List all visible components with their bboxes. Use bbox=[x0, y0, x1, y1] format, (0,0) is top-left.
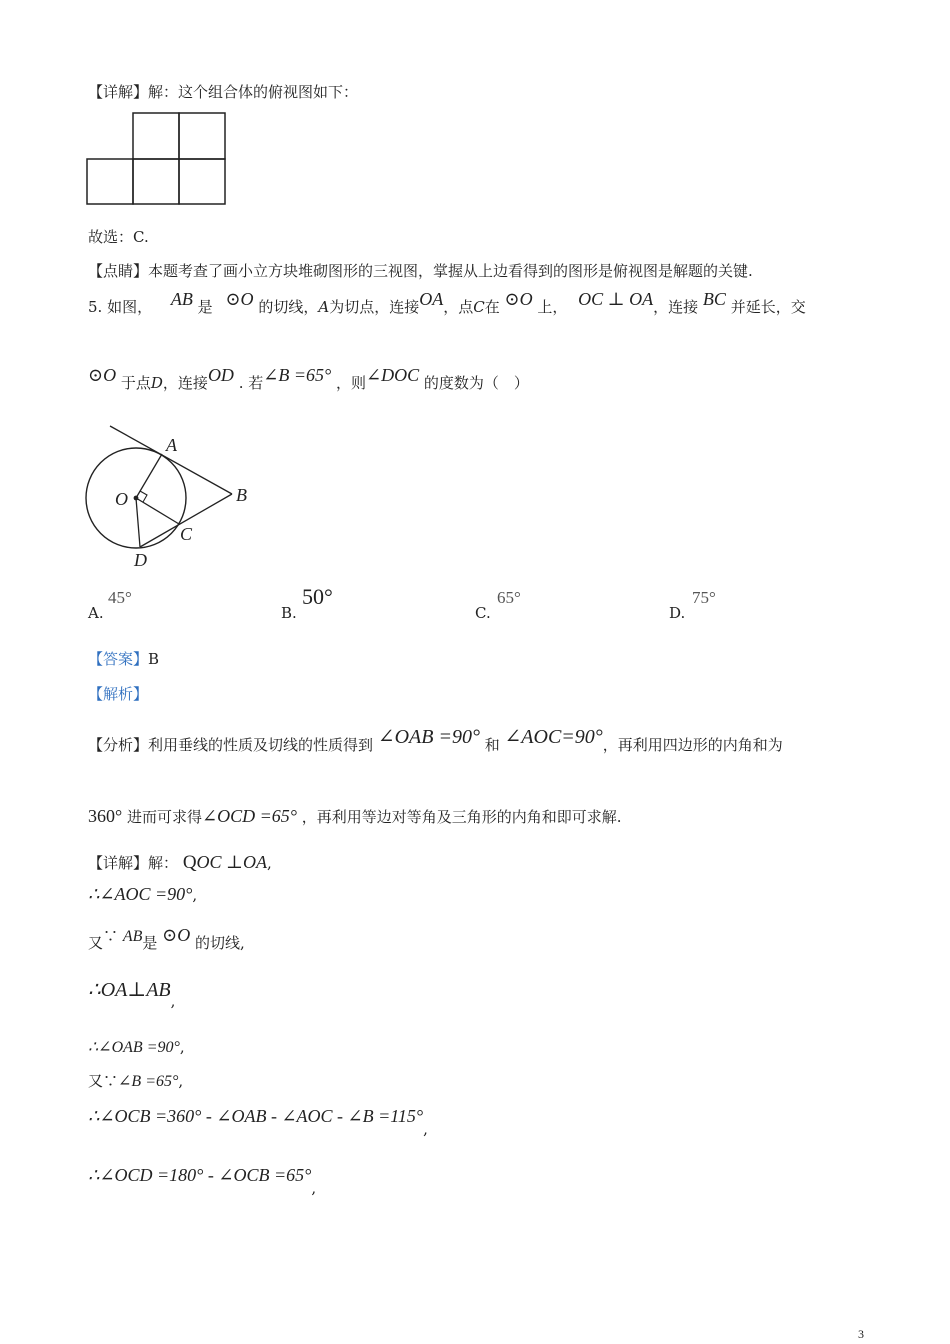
option-a-letter: A. bbox=[88, 604, 104, 622]
analysis-line-2 bbox=[88, 806, 622, 828]
detail2-line-1 bbox=[88, 852, 272, 875]
top-view-cell bbox=[87, 159, 133, 204]
q-on: 在 bbox=[484, 298, 500, 316]
label-b: B bbox=[236, 485, 247, 505]
math-ab: AB bbox=[170, 289, 193, 309]
detail2-text: 解： bbox=[148, 854, 179, 872]
detail2-line-8 bbox=[88, 1165, 317, 1197]
q-point: 为切点，连接 bbox=[329, 298, 420, 316]
analysis-label-2: 【分析】 bbox=[88, 736, 149, 754]
question-num: 5. 如图， bbox=[88, 298, 153, 316]
s7-end: , bbox=[423, 1120, 428, 1138]
analysis-label: 【解析】 bbox=[88, 685, 149, 703]
math-circle-o-3: ⊙O bbox=[88, 365, 117, 385]
segment-oc bbox=[136, 498, 179, 524]
s3-is: 是 bbox=[142, 934, 158, 952]
s3-pre: 又 bbox=[88, 934, 104, 952]
q-a: A bbox=[318, 298, 330, 316]
question-line-1 bbox=[88, 289, 806, 318]
s8-end: , bbox=[311, 1179, 317, 1197]
q-at-d: 于点 bbox=[120, 374, 151, 392]
math-360: 360° bbox=[88, 806, 123, 826]
detail1-line bbox=[88, 83, 358, 101]
detail1-text: 解：这个组合体的俯视图如下： bbox=[148, 83, 359, 101]
s2-end: , bbox=[192, 886, 198, 904]
option-d-letter: D. bbox=[669, 604, 686, 622]
analysis-text-2: ，再利用四边形的内角和为 bbox=[602, 736, 783, 754]
page-number: 3 bbox=[858, 1327, 864, 1341]
math-oa: OA bbox=[419, 289, 444, 309]
label-o: O bbox=[115, 489, 128, 509]
answer-value: B bbox=[148, 650, 160, 668]
detail2-line-2 bbox=[88, 884, 197, 906]
q-connect: ，连接 bbox=[653, 298, 699, 316]
math-s3-ab: AB bbox=[122, 928, 143, 945]
analysis-text-4: ，再利用等边对等角及三角形的内角和即可求解. bbox=[301, 808, 622, 826]
math-s1: OC ⊥OA bbox=[196, 852, 267, 872]
top-view-cell bbox=[179, 113, 225, 159]
comment-label: 【点睛】 bbox=[88, 262, 149, 280]
answer-label: 【答案】 bbox=[88, 650, 149, 668]
math-s6: ∠B =65° bbox=[118, 1073, 179, 1090]
analysis-line-1 bbox=[88, 726, 783, 756]
comment-text: 本题考查了画小立方块堆砌图形的三视图，掌握从上边看得到的图形是俯视图是解题的关键. bbox=[148, 262, 753, 280]
conclusion1: 故选：C. bbox=[88, 228, 149, 246]
math-bc: BC bbox=[702, 289, 726, 309]
math-s8: ∴∠OCD =180° - ∠OCB =65° bbox=[88, 1165, 312, 1185]
math-aoc-90: ∠AOC=90° bbox=[504, 726, 603, 748]
detail2-line-5 bbox=[88, 1038, 185, 1057]
detail2-line-7 bbox=[88, 1106, 428, 1138]
option-c-letter: C. bbox=[475, 604, 491, 622]
math-s3-o: ⊙O bbox=[162, 925, 191, 945]
analysis-and: 和 bbox=[484, 736, 500, 754]
q-tangent: 的切线， bbox=[258, 298, 319, 316]
geometry-figure bbox=[80, 420, 280, 580]
q-extend: 并延长，交 bbox=[730, 298, 806, 316]
top-view-figure bbox=[86, 112, 228, 206]
detail2-line-3 bbox=[88, 925, 245, 954]
s4-end: , bbox=[170, 992, 176, 1010]
math-s4: ∴OA⊥AB bbox=[88, 979, 171, 1001]
option-a-value: 45° bbox=[108, 588, 132, 607]
q-degree: 的度数为（ ） bbox=[423, 374, 529, 392]
math-angle-doc: ∠DOC bbox=[365, 365, 420, 385]
s3-text: 的切线, bbox=[195, 934, 245, 952]
detail2-line-4 bbox=[88, 978, 176, 1010]
math-circle-o-2: ⊙O bbox=[504, 289, 533, 309]
top-view-cell bbox=[133, 113, 179, 159]
question-line-2 bbox=[88, 365, 529, 394]
option-b-value: 50° bbox=[302, 584, 333, 609]
s5-end: , bbox=[179, 1038, 185, 1056]
segment-od bbox=[136, 498, 140, 547]
label-c: C bbox=[180, 524, 193, 544]
s3-because: ∵ bbox=[103, 927, 119, 945]
math-s2: ∴∠AOC =90° bbox=[88, 884, 193, 904]
detail1-label: 【详解】 bbox=[88, 83, 149, 101]
option-d-value: 75° bbox=[692, 588, 716, 607]
s6-pre: 又∵ bbox=[88, 1072, 119, 1090]
detail2-line-6 bbox=[88, 1072, 183, 1091]
math-ocd-65: ∠OCD =65° bbox=[202, 806, 297, 826]
q-is: 是 bbox=[197, 298, 213, 316]
math-s7: ∴∠OCB =360° - ∠OAB - ∠AOC - ∠B =115° bbox=[88, 1106, 424, 1126]
center-dot bbox=[134, 496, 139, 501]
top-view-cell bbox=[179, 159, 225, 204]
detail2-label: 【详解】 bbox=[88, 854, 149, 872]
label-a: A bbox=[166, 435, 177, 455]
option-c-value: 65° bbox=[497, 588, 521, 607]
math-oab-90: ∠OAB =90° bbox=[377, 726, 480, 748]
q-up: 上， bbox=[537, 298, 568, 316]
top-view-cell bbox=[133, 159, 179, 204]
q-d: D bbox=[150, 374, 163, 392]
math-s5: ∴∠OAB =90° bbox=[88, 1039, 180, 1056]
q-connect2: ，连接 bbox=[162, 374, 208, 392]
q-point-c: ，点 bbox=[443, 298, 474, 316]
analysis-text-1: 利用垂线的性质及切线的性质得到 bbox=[148, 736, 374, 754]
s6-end: , bbox=[178, 1072, 184, 1090]
s1-end: , bbox=[266, 854, 272, 872]
q-c: C bbox=[473, 298, 485, 316]
q-then: ，则 bbox=[335, 374, 366, 392]
math-angle-b: ∠B =65° bbox=[263, 365, 332, 385]
option-b-letter: B. bbox=[281, 604, 297, 622]
because-symbol: Q bbox=[182, 852, 197, 873]
math-od: OD bbox=[207, 365, 234, 385]
analysis-text-3: 进而可求得 bbox=[126, 808, 202, 826]
label-d: D bbox=[134, 550, 147, 570]
comment-line bbox=[88, 262, 753, 280]
answer-line bbox=[88, 650, 159, 668]
math-oc-perp-oa: OC ⊥ OA bbox=[578, 289, 654, 309]
q-if: . 若 bbox=[238, 374, 264, 392]
math-circle-o: ⊙O bbox=[225, 289, 254, 309]
